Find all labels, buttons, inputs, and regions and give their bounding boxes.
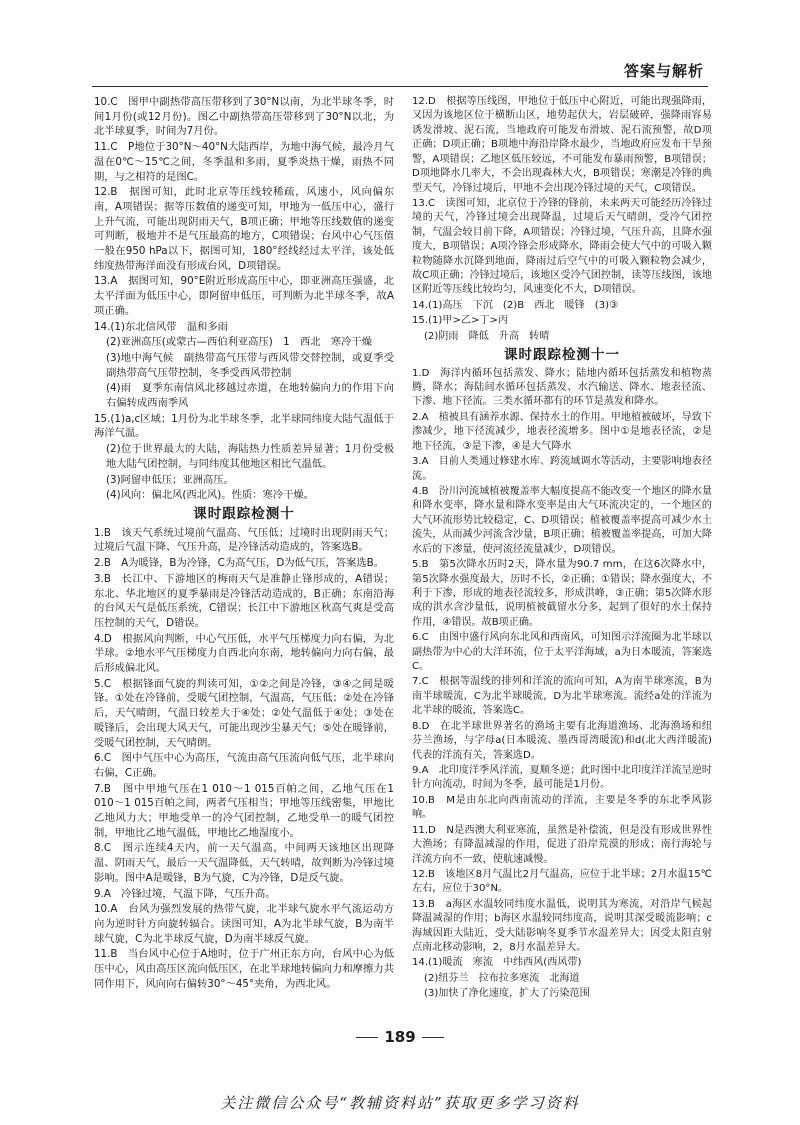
right-entries-top <box>412 95 712 344</box>
left-entries-top <box>94 95 394 503</box>
answer-entry: 9.A 冷锋过境，气温下降，气压升高。 <box>94 887 276 900</box>
answer-entry: 12.B 该地区8月气温比2月气温高，应位于北半球；2月水温15℃左右，应位于30°N。 <box>412 868 712 895</box>
answer-entry: 14.(1)东北信风带 温和多雨 <box>94 320 228 333</box>
answer-entry: 11.D N是西澳大利亚寒流，虽然是补偿流，但是没有形成世界性大渔场；有降温减湿的作用，促进了沿岸荒漠的形成；南行海轮与洋流方向不一致，使航速减慢。 <box>412 824 712 865</box>
answer-entry: 12.B 据图可知，此时北京等压线较稀疏，风速小，风向偏东南，A项错误；据等压数值的递变可知，甲地为一低压中心，盛行上升气流，可能出现阴雨天气，B项正确；甲地等压线数值的递变可判断，极地并不是气压最高的地方，C项错误；台风中心气压值一般在950 hPa以下，据图可知，180°经线经过太平洋，该处低纬度热带海洋面没有形成台风，D项错误。 <box>94 186 394 272</box>
answer-entry: 2.B A为暖锋，B为冷锋，C为高气压，D为低气压，答案选B。 <box>94 557 385 570</box>
answer-entry: (3)加快了净化速度，扩大了污染范围 <box>424 988 590 1000</box>
answer-entry: 5.B 第5次降水历时2天，降水量为90.7 mm，在这6次降水中，第5次降水强度最大，历时不长，②正确；①错误；降水强度大，不利于下渗，形成的地表径流较多，形成洪峰，③正确；第5次降水形成的洪水含沙量低，说明植被截留水分多，起到了很好的水土保持作用，④错误。故B项正确。 <box>412 559 712 628</box>
answer-entry: 15.(1)甲>乙>丁>丙 <box>412 315 509 327</box>
page-number: 189 <box>0 1028 800 1046</box>
answer-entry: (2)阴雨 降低 升高 转晴 <box>424 330 550 342</box>
answer-entry: (3)阿留申低压；亚洲高压。 <box>106 473 234 486</box>
answer-entry: (2)位于世界最大的大陆，海陆热力性质差异显著；1月份受极地大陆气团控制，与同纬度其他地区相比气温低。 <box>106 443 394 470</box>
answer-entry: 5.C 根据锋面气旋的判读可知，①②之间是冷锋，③④之间是暖锋。①处在冷锋前，受暖气团控制，气温高，气压低；②处在冷锋后，天气晴朗，气温日较差大于④处；②处气温低于④处；③处在暖锋后，会出现大风天气，可能出现沙尘暴天气；⑤处在暖锋前，受暖气团控制，天气晴朗。 <box>94 677 394 749</box>
answer-entry: 10.C 图甲中副热带高压带移到了30°N以南，为北半球冬季，时间1月份(或12月份)。图乙中副热带高压带移到了30°N以北，为北半球夏季，时间为7月份。 <box>94 96 394 138</box>
answer-entry: 11.C P地位于30°N～40°N大陆西岸，为地中海气候，最冷月气温在0℃～15℃之间，冬季温和多雨，夏季炎热干燥，雨热不同期，与之相符的是图C。 <box>94 141 394 183</box>
answer-entry: 7.B 图中甲地气压在1 010～1 015百帕之间，乙地气压在1 010～1 015百帕之间，两者气压相当；甲地等压线密集，甲地比乙地风力大；甲地受单一的冷气团控制，乙地受单一的暖气团控制，甲地比乙地气温低，甲地比乙地湿度小。 <box>94 782 394 839</box>
answer-entry: 13.B a海区水温较同纬度水温低，说明其为寒流，对沿岸气候起降温减湿的作用；b海区水温较同纬度高，说明其深受暖流影响；c海域因距大陆近，受大陆影响冬夏季节水温差异大；因受太阳直射点南北移动影响，2，8月水温差异大。 <box>412 898 712 954</box>
footer-note: 关注微信公众号“教辅资料站”获取更多学习资料 <box>220 1094 580 1112</box>
answer-entry: 12.D 根据等压线图，甲地位于低压中心附近，可能出现强降雨，又因为该地区位于横断山区，地势起伏大，岩层破碎，强降雨容易诱发滑坡、泥石流，当地政府可能发布滑坡、泥石流预警，故D项正确；D项正确；B项地中海沿岸降水最少，当地政府应发布干旱预警，A项错误；乙地区低压较远，不可能发布暴雨预警，B项错误；D项地降水几率大，不会出现森林大火，B项错误；寒潮是冷锋的典型天气，冷锋过境后，甲地不会出现冷锋过境的天气，C项错误。 <box>412 96 712 194</box>
answer-entry: 8.D 在北半球世界著名的渔场主要有北海道渔场、北海渔场和纽芬兰渔场，与字母a(日本暖流、墨西哥湾暖流)和d(北大西洋暖流)代表的洋流有关，答案选D。 <box>412 720 712 761</box>
answer-entry: 2.A 植被具有涵养水源、保持水土的作用。甲地植被破坏，导致下渗减少，地下径流减少，地表径流增多。图中①是地表径流，②是地下径流，③是下渗，④是大气降水 <box>412 411 712 452</box>
answer-entry: 1.B 该天气系统过境前气温高、气压低；过境时出现阴雨天气；过境后气温下降、气压升高，是冷锋活动造成的，答案选B。 <box>94 526 394 554</box>
answer-entry: 6.C 图中气压中心为高压，气流由高气压流向低气压，北半球向右偏，C正确。 <box>94 752 394 779</box>
right-column <box>412 95 712 1003</box>
answer-entry: 3.A 目前人类通过修建水库、跨流域调水等活动，主要影响地表径流。 <box>412 456 712 482</box>
answer-entry: 15.(1)a,c区域；1月份为北半球冬季，北半球同纬度大陆气温低于海洋气温。 <box>94 412 394 440</box>
answer-entry: 7.C 根据等温线的排列和洋流的流向可知，A为南半球寒流，B为南半球暖流，C为北半球暖流，D为北半球寒流。流经a处的洋流为北半球的暖流，答案选C。 <box>412 676 712 717</box>
answer-entry: (3)地中海气候 副热带高气压带与西风带交替控制，或夏季受副热带高气压带控制，冬季受西风带控制 <box>106 351 394 379</box>
section-title-ten: 课时跟踪检测十 <box>193 505 295 522</box>
answer-entry: 14.(1)高压 下沉 (2)B 西北 暖锋 (3)③ <box>412 299 619 311</box>
answer-entry: 4.D 根据风向判断，中心气压低，水平气压梯度力向右偏，为北半球。②地水平气压梯度力自西北向东南，地转偏向力向右偏，最后形成偏北风。 <box>94 632 394 675</box>
answer-entry: 10.B M是由东北向西南流动的洋流，主要是冬季的东北季风影响。 <box>412 794 712 821</box>
section-title-eleven: 课时跟踪检测十一 <box>504 347 620 364</box>
answer-entry: 13.C 读图可知，北京位于冷锋的锋前，未来两天可能经历冷锋过境的天气，冷锋过境会出现降温，过境后天气晴朗，受冷气团控制，气温会较目前下降，A项错误；冷锋过境，气压升高，且降水强度大，B项错误；A项冷锋会形成降水，降雨会使大气中的可吸入颗粒物随降水沉降到地面，降雨过后空气中的可吸入颗粒物会减少，故C项正确；冷锋过境后，该地区受冷气团控制，读等压线图，该地区附近等压线比较均匀，风速变化不大，D项错误。 <box>412 197 712 296</box>
answer-entry: 4.B 汾川河流域植被覆盖率大幅度提高不能改变一个地区的降水量和降水变率，降水量和降水变率是由大气环流决定的，一个地区的大气环流形势比较稳定，C、D项错误；植被覆盖率提高可减少水土流失，从而减少河流含沙量，B项正确；植被覆盖率提高，可加大降水后的下渗量，使河流径流量减少，D项错误。 <box>412 485 712 555</box>
answer-entry: 3.B 长江中、下游地区的梅雨天气是准静止锋形成的，A错误；东北、华北地区的夏季暴雨是冷锋活动造成的，B正确；东南沿海的台风天气是低压系统，C错误；长江中下游地区秋高气爽是受高压控制的天气，D错误。 <box>94 572 394 629</box>
answer-entry: 14.(1)暖流 寒流 中纬西风(西风带) <box>412 957 582 969</box>
left-column <box>94 95 394 992</box>
answer-entry: (2)纽芬兰 拉布拉多寒流 北海道 <box>424 972 580 984</box>
answer-entry: 9.A 北印度洋季风洋流，夏顺冬逆；此时图中北印度洋洋流呈逆时针方向流动，时间为冬季，最可能是1月份。 <box>412 764 712 791</box>
answer-entry: 6.C 由图中盛行风向东北风和西南风，可知图示洋流圈为北半球以副热带为中心的大洋环流，位于太平洋海域，a为日本暖流，答案选C。 <box>412 632 712 673</box>
answer-entry: (4)雨 夏季东南信风北移越过赤道，在地转偏向力的作用下向右偏转成西南季风 <box>106 382 394 410</box>
header-title: 答案与解析 <box>623 62 704 80</box>
answer-entry: 13.A 据图可知，90°E附近形成高压中心，即亚洲高压强盛，北太平洋面为低压中心，即阿留申低压，可判断为北半球冬季，故A项正确。 <box>94 275 394 317</box>
answer-entry: 1.D 海洋内循环包括蒸发、降水；陆地内循环包括蒸发和植物蒸腾，降水；海陆间水循环包括蒸发、水汽输送、降水、地表径流、下渗、地下径流。三类水循环都有的环节是蒸发和降水。 <box>412 367 712 408</box>
page-header <box>92 58 708 87</box>
answer-entry: 11.B 当台风中心位于A地时，位于广州正东方向，台风中心为低压中心，风由高压区流向低压区，在北半球地转偏向力和摩擦力共同作用下，风向向右偏转30°～45°夹角，为西北风。 <box>94 948 394 990</box>
answer-entry: (4)风向：偏北风(西北风)。性质：寒冷干燥。 <box>106 489 314 502</box>
answer-entry: (2)亚洲高压(或蒙古—西伯利亚高压) 1 西北 寒冷干燥 <box>106 336 372 349</box>
left-entries-bottom <box>94 526 394 992</box>
answer-entry: 10.A 台风为强烈发展的热带气旋，北半球气旋水平气流运动方向为逆时针方向旋转辐合。读图可知，A为北半球气旋，B为南半球气旋，C为北半球反气旋，D为南半球反气旋。 <box>94 903 394 945</box>
answer-entry: 8.C 图示连续4天内，前一天气温高，中间两天该地区出现降温、阴雨天气，最后一天气温降低，天气转晴，故判断为冷锋过境影响。图中A是暖锋，B为气旋，C为冷锋，D是反气旋。 <box>94 842 394 884</box>
right-entries-bottom <box>412 367 712 1002</box>
